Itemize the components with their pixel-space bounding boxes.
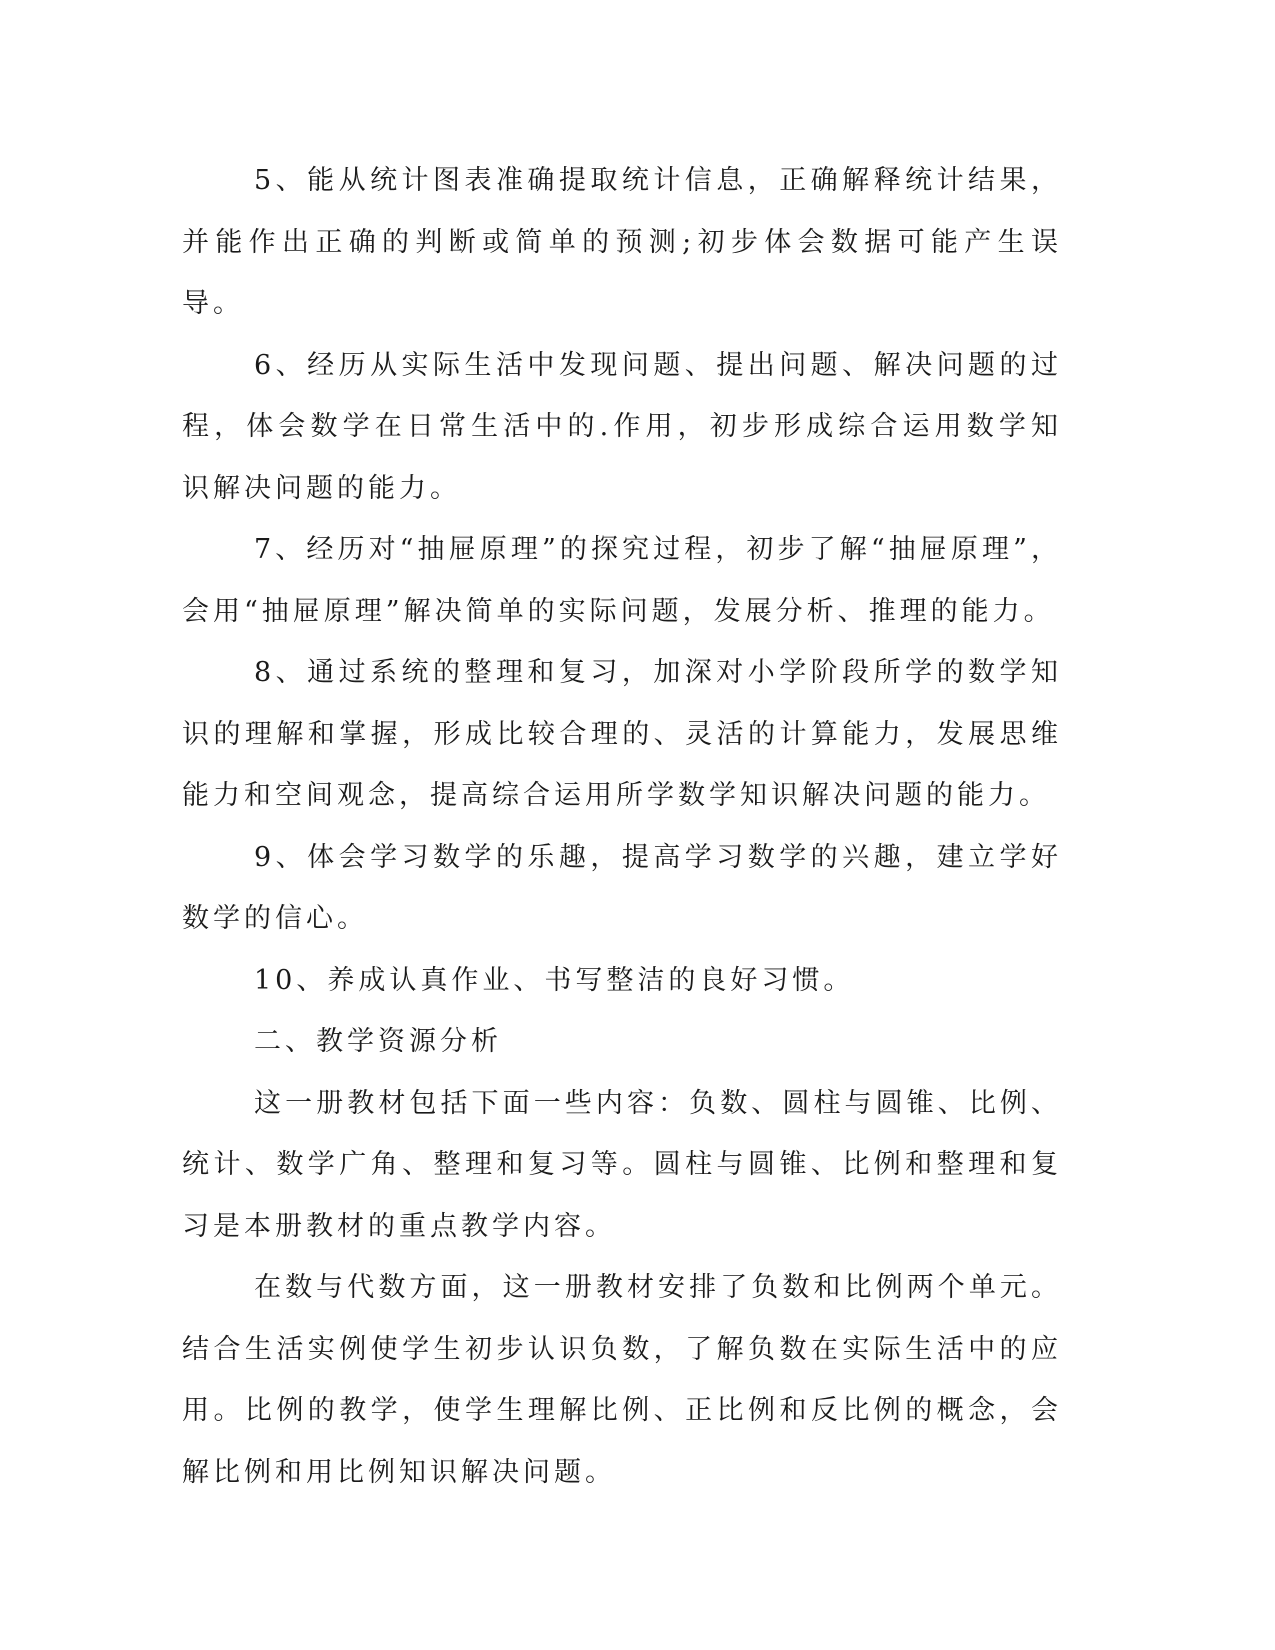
paragraph-contents: 这一册教材包括下面一些内容：负数、圆柱与圆锥、比例、统计、数学广角、整理和复习等。圆柱与圆锥、比例和整理和复习是本册教材的重点教学内容。 [182, 1087, 1062, 1242]
paragraph-goal-9: 9、体会学习数学的乐趣，提高学习数学的兴趣，建立学好数学的信心。 [182, 841, 1062, 934]
paragraph-goal-8: 8、通过系统的整理和复习，加深对小学阶段所学的数学知识的理解和掌握，形成比较合理的、灵活的计算能力，发展思维能力和空间观念，提高综合运用所学数学知识解决问题的能力。 [182, 657, 1062, 811]
paragraph-goal-6: 6、经历从实际生活中发现问题、提出问题、解决问题的过程，体会数学在日常生活中的.作用，初步形成综合运用数学知识解决问题的能力。 [182, 349, 1062, 504]
section-heading: 二、教学资源分析 [254, 1026, 502, 1057]
paragraph-number-algebra: 在数与代数方面，这一册教材安排了负数和比例两个单元。结合生活实例使学生初步认识负数，了解负数在实际生活中的应用。比例的教学，使学生理解比例、正比例和反比例的概念，会解比例和用比例知识解决问题。 [182, 1272, 1062, 1488]
document-page [182, 150, 1062, 1503]
paragraph-goal-7: 7、经历对“抽屉原理”的探究过程，初步了解“抽屉原理”，会用“抽屉原理”解决简单的实际问题，发展分析、推理的能力。 [182, 534, 1062, 627]
paragraph-goal-5: 5、能从统计图表准确提取统计信息，正确解释统计结果，并能作出正确的判断或简单的预测;初步体会数据可能产生误导。 [182, 165, 1062, 319]
paragraph-goal-10: 10、养成认真作业、书写整洁的良好习惯。 [254, 964, 855, 996]
